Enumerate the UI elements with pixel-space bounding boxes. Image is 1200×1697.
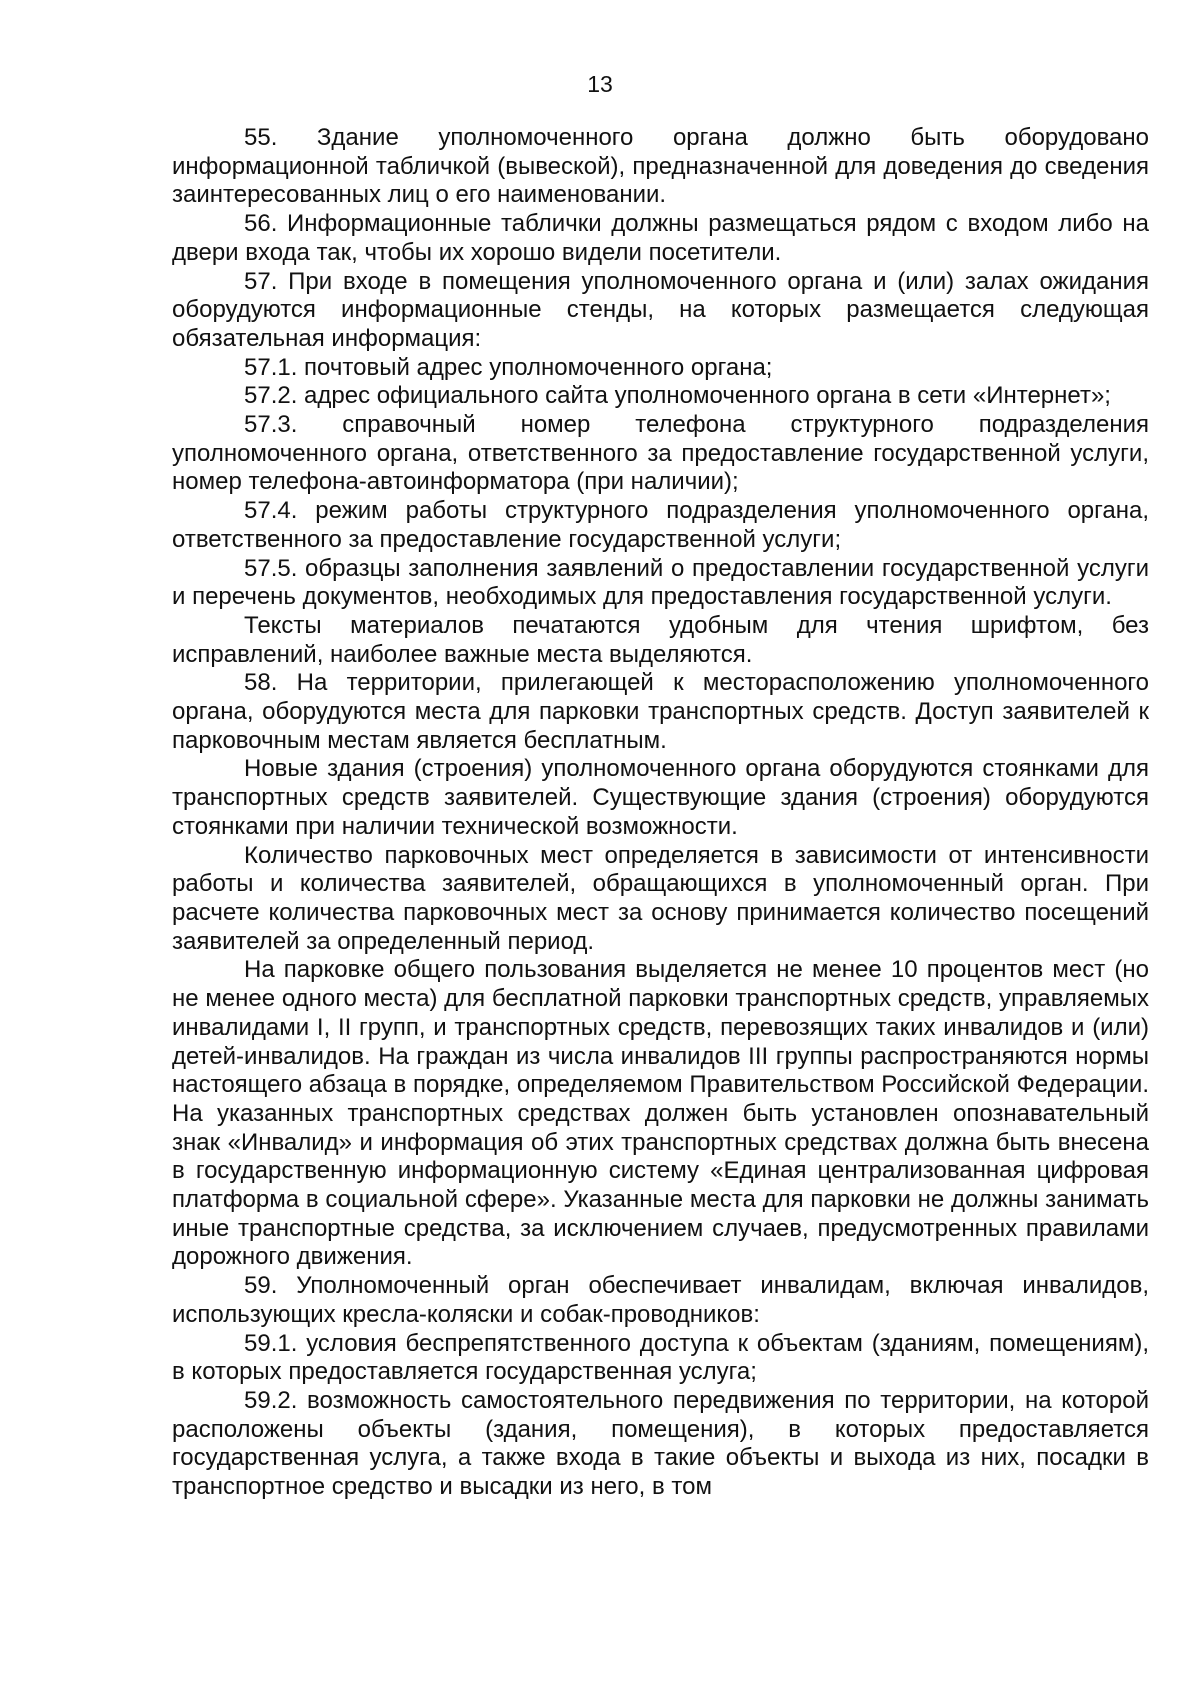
paragraph-new-buildings: Новые здания (строения) уполномоченного органа оборудуются стоянками для транспортных средств заявителей. Существующие здания (строения) оборудуются стоянками при наличии технической возможности. <box>172 755 1149 840</box>
paragraph-57-1: 57.1. почтовый адрес уполномоченного органа; <box>244 353 773 381</box>
paragraph-57-2: 57.2. адрес официального сайта уполномоченного органа в сети «Интернет»; <box>244 382 1111 410</box>
paragraph-materials-text: Тексты материалов печатаются удобным для чтения шрифтом, без исправлений, наиболее важные места выделяются. <box>172 611 1149 668</box>
paragraph-57-4: 57.4. режим работы структурного подразделения уполномоченного органа, ответственного за предоставление государственной услуги; <box>172 497 1149 553</box>
paragraph-59: 59. Уполномоченный орган обеспечивает инвалидам, включая инвалидов, использующих кресла-коляски и собак-проводников: <box>172 1272 1149 1328</box>
paragraph-59-2: 59.2. возможность самостоятельного передвижения по территории, на которой расположены объекты (здания, помещения), в которых предоставляется государственная услуга, а также входа в такие объекты и выхода из них, посадки в транспортное средство и высадки из него, в том <box>172 1386 1149 1501</box>
paragraph-55: 55. Здание уполномоченного органа должно быть оборудовано информационной табличкой (вывеской), предназначенной для доведения до сведения заинтересованных лиц о его наименовании. <box>172 124 1149 209</box>
paragraph-56: 56. Информационные таблички должны размещаться рядом с входом либо на двери входа так, чтобы их хорошо видели посетители. <box>172 210 1149 266</box>
paragraph-57-3: 57.3. справочный номер телефона структурного подразделения уполномоченного органа, ответственного за предоставление государственной услуги, номер телефона-автоинформатора (при наличии); <box>172 411 1149 496</box>
paragraph-parking-count: Количество парковочных мест определяется в зависимости от интенсивности работы и количества заявителей, обращающихся в уполномоченный орган. При расчете количества парковочных мест за основу принимается количество посещений заявителей за определенный период. <box>172 841 1149 955</box>
paragraph-disabled-parking: На парковке общего пользования выделяется не менее 10 процентов мест (но не менее одного места) для бесплатной парковки транспортных средств, управляемых инвалидами I, II групп, и транспортных средств, перевозящих таких инвалидов и (или) детей-инвалидов. На граждан из числа инвалидов III группы распространяются нормы настоящего абзаца в порядке, определяемом Правительством Российской Федерации. На указанных транспортных средствах должен быть установлен опознавательный знак «Инвалид» и информация об этих транспортных средствах должна быть внесена в государственную информационную систему «Единая централизованная цифровая платформа в социальной сфере». Указанные места для парковки не должны занимать иные транспортные средства, за исключением случаев, предусмотренных правилами дорожного движения. <box>172 956 1149 1271</box>
document-body <box>172 124 1149 1502</box>
paragraph-58: 58. На территории, прилегающей к месторасположению уполномоченного органа, оборудуются места для парковки транспортных средств. Доступ заявителей к парковочным местам является бесплатным. <box>172 669 1149 754</box>
paragraph-59-1: 59.1. условия беспрепятственного доступа к объектам (зданиям, помещениям), в которых предоставляется государственная услуга; <box>172 1329 1149 1386</box>
page-number: 13 <box>587 71 613 97</box>
paragraph-57: 57. При входе в помещения уполномоченного органа и (или) залах ожидания оборудуются информационные стенды, на которых размещается следующая обязательная информация: <box>172 267 1149 352</box>
paragraph-57-5: 57.5. образцы заполнения заявлений о предоставлении государственной услуги и перечень документов, необходимых для предоставления государственной услуги. <box>172 554 1149 611</box>
